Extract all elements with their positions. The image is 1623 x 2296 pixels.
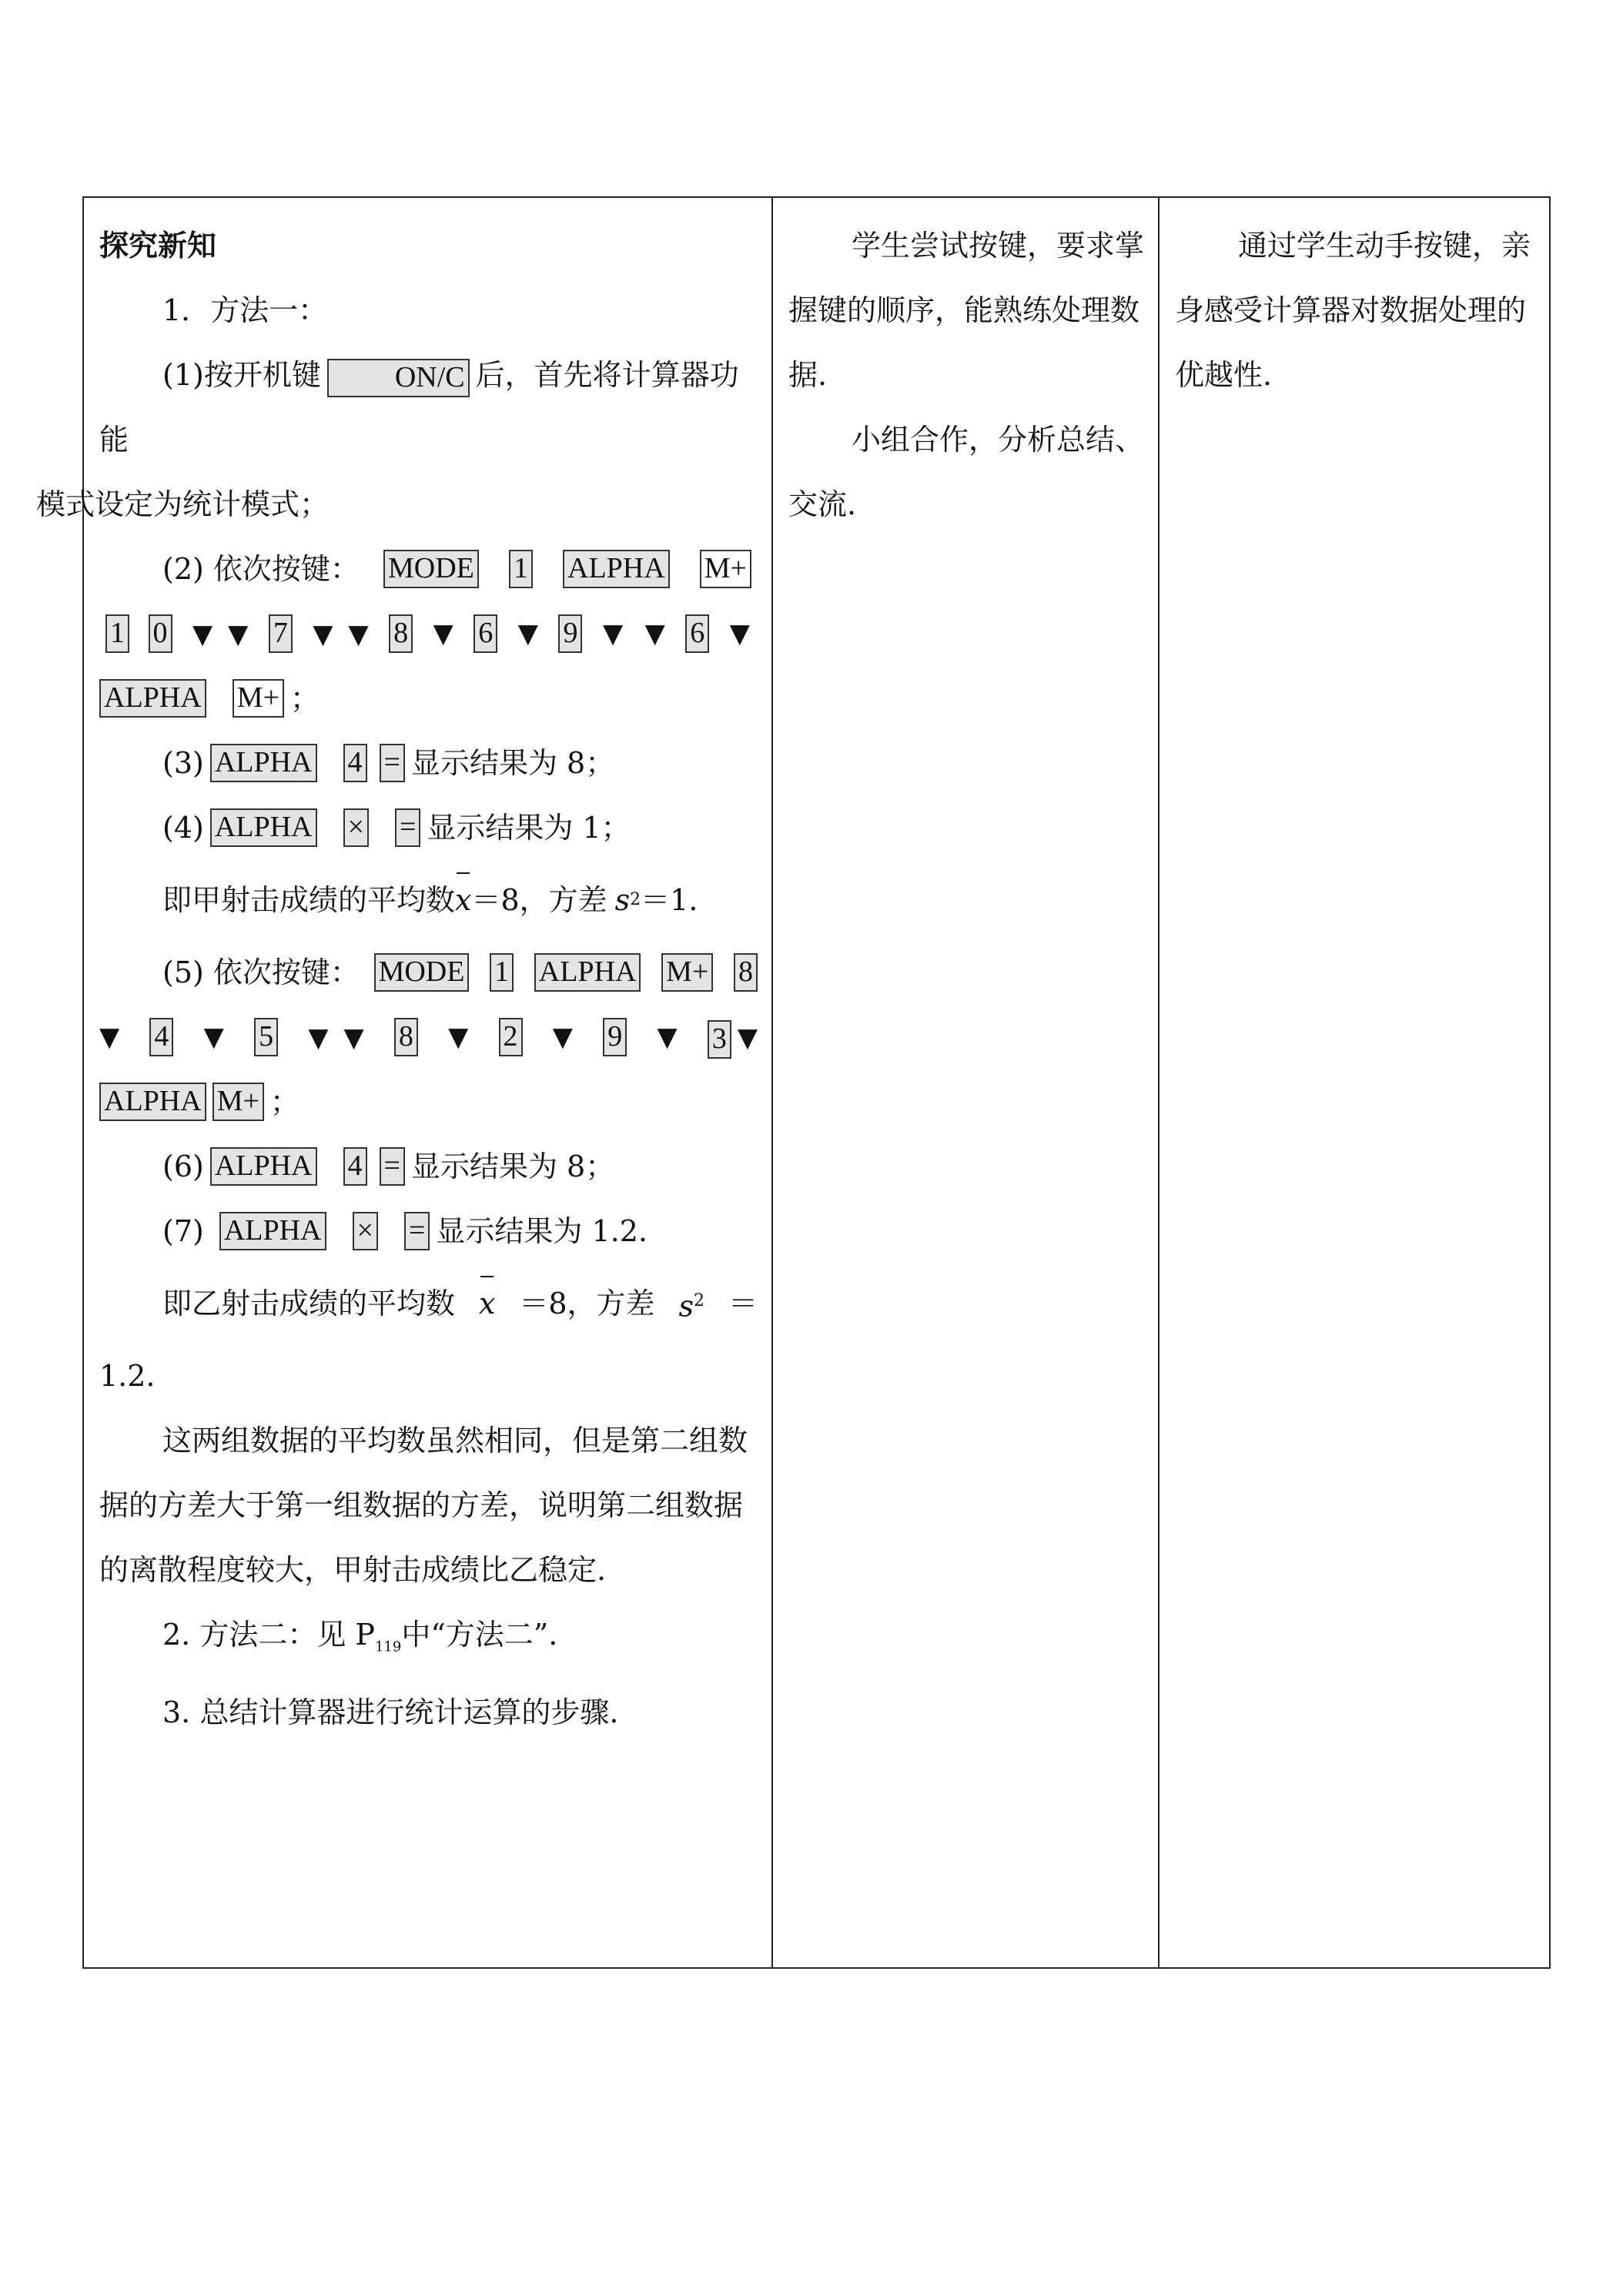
key-4: 4: [343, 744, 367, 782]
lesson-table: [36, 196, 1551, 1969]
key-8: 8: [734, 953, 758, 992]
key-6: 6: [474, 614, 497, 653]
step5-line2: [99, 1005, 758, 1069]
down-triangle-icon: ▼: [448, 1022, 469, 1053]
step1-text: (1)按开机键 ON/C 后，首先将计算器功能 模式设定为统计模式；: [36, 358, 739, 521]
step4-line: (4) ALPHA × = 显示结果为 1；: [99, 795, 758, 860]
key-equals: =: [404, 1212, 430, 1250]
key-m-plus: M+: [700, 550, 751, 588]
method3-text: 3. 总结计算器进行统计运算的步骤.: [162, 1695, 619, 1729]
key-4: 4: [343, 1147, 367, 1186]
key-alpha: ALPHA: [210, 1147, 317, 1186]
step3-line: (3) ALPHA 4 = 显示结果为 8；: [99, 731, 758, 795]
key-equals: =: [395, 808, 420, 847]
key-alpha: ALPHA: [99, 1083, 206, 1121]
key-3: 3: [708, 1020, 731, 1059]
conclusion-text: 这两组数据的平均数虽然相同，但是第二组数据的方差大于第一组数据的方差，说明第二组数据的离散程度较大，甲射击成绩比乙稳定.: [99, 1424, 748, 1587]
step2-line2: [99, 601, 758, 666]
key-alpha: ALPHA: [563, 550, 670, 588]
down-triangle-icon: ▼: [228, 619, 249, 650]
student-activity-cell: [772, 197, 1159, 1968]
key-4: 4: [149, 1018, 173, 1056]
key-alpha: ALPHA: [210, 744, 317, 782]
method2-text: 2. 方法二：见 $P_{119}$中“方法二”.: [162, 1618, 558, 1655]
summary2-value: 1.2.: [99, 1359, 156, 1393]
key-alpha: ALPHA: [219, 1212, 326, 1250]
down-triangle-icon: ▼: [552, 1022, 573, 1053]
down-triangle-icon: ▼: [348, 619, 369, 650]
down-triangle-icon: ▼: [99, 1022, 120, 1053]
key-1: 1: [490, 953, 514, 992]
down-triangle-icon: ▼: [343, 1022, 364, 1053]
student-para-2: 小组合作，分析总结、交流.: [788, 423, 1145, 521]
summary2-line: 即乙射击成绩的平均数 x ＝8，方差 $s^2$ ＝: [99, 1263, 758, 1344]
key-1: 1: [509, 550, 533, 588]
key-8: 8: [394, 1018, 418, 1056]
down-triangle-icon: ▼: [433, 618, 453, 649]
key-times: ×: [353, 1212, 378, 1250]
key-alpha: ALPHA: [210, 808, 317, 847]
key-times: ×: [343, 808, 369, 847]
summary1-line: 即甲射击成绩的平均数 x ＝8，方差 s 2 ＝1.: [99, 860, 758, 940]
step2-line1: (2) 依次按键： MODE 1 ALPHA M+: [99, 537, 758, 601]
key-1: 1: [105, 614, 129, 653]
key-mode: MODE: [374, 953, 470, 992]
step7-line: (7) ALPHA × = 显示结果为 1.2.: [99, 1199, 758, 1263]
key-2: 2: [499, 1018, 523, 1056]
design-intent-cell: [1159, 197, 1550, 1968]
table-row: [83, 197, 1550, 1968]
down-triangle-icon: ▼: [203, 1022, 224, 1053]
down-triangle-icon: ▼: [517, 618, 538, 649]
activity-cell: [36, 197, 772, 1968]
key-equals: =: [380, 1147, 405, 1186]
key-7: 7: [269, 614, 293, 653]
key-mode: MODE: [383, 550, 479, 588]
x-bar-symbol: x: [455, 868, 471, 932]
section-heading: 探究新知: [99, 229, 217, 263]
key-9: 9: [558, 614, 582, 653]
key-5: 5: [254, 1018, 278, 1056]
key-8: 8: [389, 614, 413, 653]
student-para-1: 学生尝试按键，要求掌握键的顺序，能熟练处理数据.: [788, 229, 1145, 392]
key-m-plus: M+: [661, 953, 713, 992]
key-6: 6: [685, 614, 709, 653]
intent-para: 通过学生动手按键，亲身感受计算器对数据处理的优越性.: [1175, 229, 1531, 392]
key-on-c: ON/C: [327, 359, 470, 397]
step5-line3: ALPHA M+ ；: [99, 1069, 758, 1134]
method1-title: 1．方法一：: [162, 293, 328, 327]
key-9: 9: [603, 1018, 627, 1056]
down-triangle-icon: ▼: [737, 1022, 758, 1053]
down-triangle-icon: ▼: [602, 618, 624, 649]
down-triangle-icon: ▼: [729, 618, 750, 649]
key-alpha: ALPHA: [534, 953, 641, 992]
key-0: 0: [149, 614, 172, 653]
down-triangle-icon: ▼: [313, 619, 333, 650]
key-alpha: ALPHA: [99, 679, 206, 718]
key-m-plus: M+: [212, 1083, 264, 1121]
down-triangle-icon: ▼: [644, 618, 665, 649]
step6-line: (6) ALPHA 4 = 显示结果为 8；: [99, 1134, 758, 1199]
key-m-plus: M+: [233, 679, 284, 718]
down-triangle-icon: ▼: [657, 1022, 678, 1053]
step2-line3: ALPHA M+ ；: [99, 666, 758, 731]
key-equals: =: [380, 744, 405, 782]
step5-line1: (5) 依次按键： MODE 1 ALPHA M+ 8: [99, 940, 758, 1005]
x-bar-symbol: x: [479, 1271, 495, 1336]
down-triangle-icon: ▼: [192, 619, 213, 650]
down-triangle-icon: ▼: [308, 1022, 329, 1053]
